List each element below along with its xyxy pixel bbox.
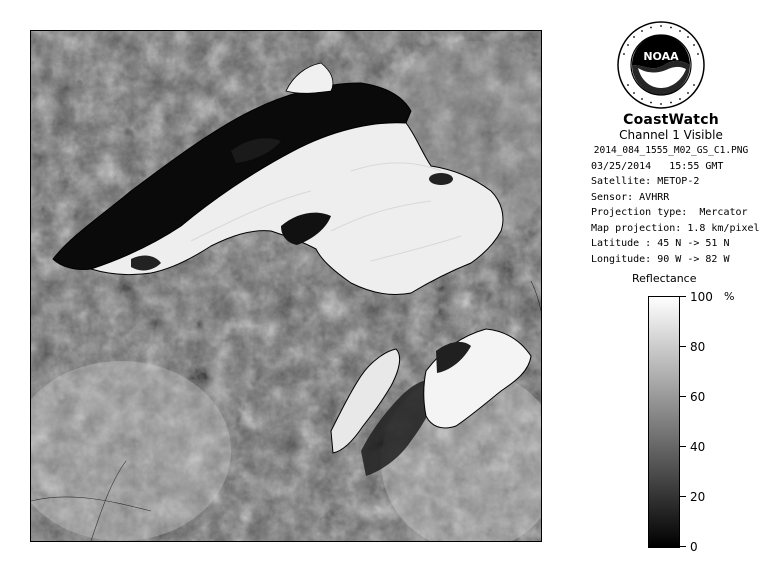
sensor: Sensor: AVHRR: [591, 191, 670, 203]
lake-dark-spot-east: [429, 173, 453, 185]
legend-tick-60: [680, 396, 686, 397]
datetime: 03/25/2014 15:55 GMT: [591, 160, 724, 172]
reflectance-colorbar: [648, 296, 680, 548]
noaa-logo-graphic: [616, 20, 706, 110]
logo-text: NOAA: [643, 50, 679, 63]
metadata-block: [591, 159, 782, 268]
noaa-logo: [616, 20, 706, 110]
satellite: Satellite: METOP-2: [591, 176, 700, 187]
legend-unit: %: [724, 290, 735, 303]
map-projection: Map projection: 1.8 km/pixel: [591, 222, 760, 234]
latitude-range: Latitude : 45 N -> 51 N: [591, 238, 730, 249]
legend-label-100: 100: [690, 290, 713, 304]
projection-type: Projection type: Mercator: [591, 207, 748, 218]
legend-title: Reflectance: [632, 272, 697, 285]
legend-label-0: 0: [690, 540, 698, 554]
legend-label-40: 40: [690, 440, 706, 454]
legend-tick-40: [680, 446, 686, 447]
legend-label-60: 60: [690, 390, 706, 404]
legend-label-20: 20: [690, 490, 706, 504]
product-title: CoastWatch: [623, 112, 719, 128]
satellite-image: [30, 30, 542, 542]
longitude-range: Longitude: 90 W -> 82 W: [591, 253, 730, 265]
info-panel: [560, 112, 782, 267]
legend-tick-0: [680, 546, 686, 547]
legend-tick-100: [680, 296, 686, 297]
legend-tick-20: [680, 496, 686, 497]
legend-label-80: 80: [690, 340, 706, 354]
filename: 2014_084_1555_M02_GS_C1.PNG: [593, 145, 749, 156]
legend-tick-80: [680, 346, 686, 347]
channel-label: Channel 1 Visible: [619, 128, 723, 142]
map-canvas: [31, 31, 541, 541]
